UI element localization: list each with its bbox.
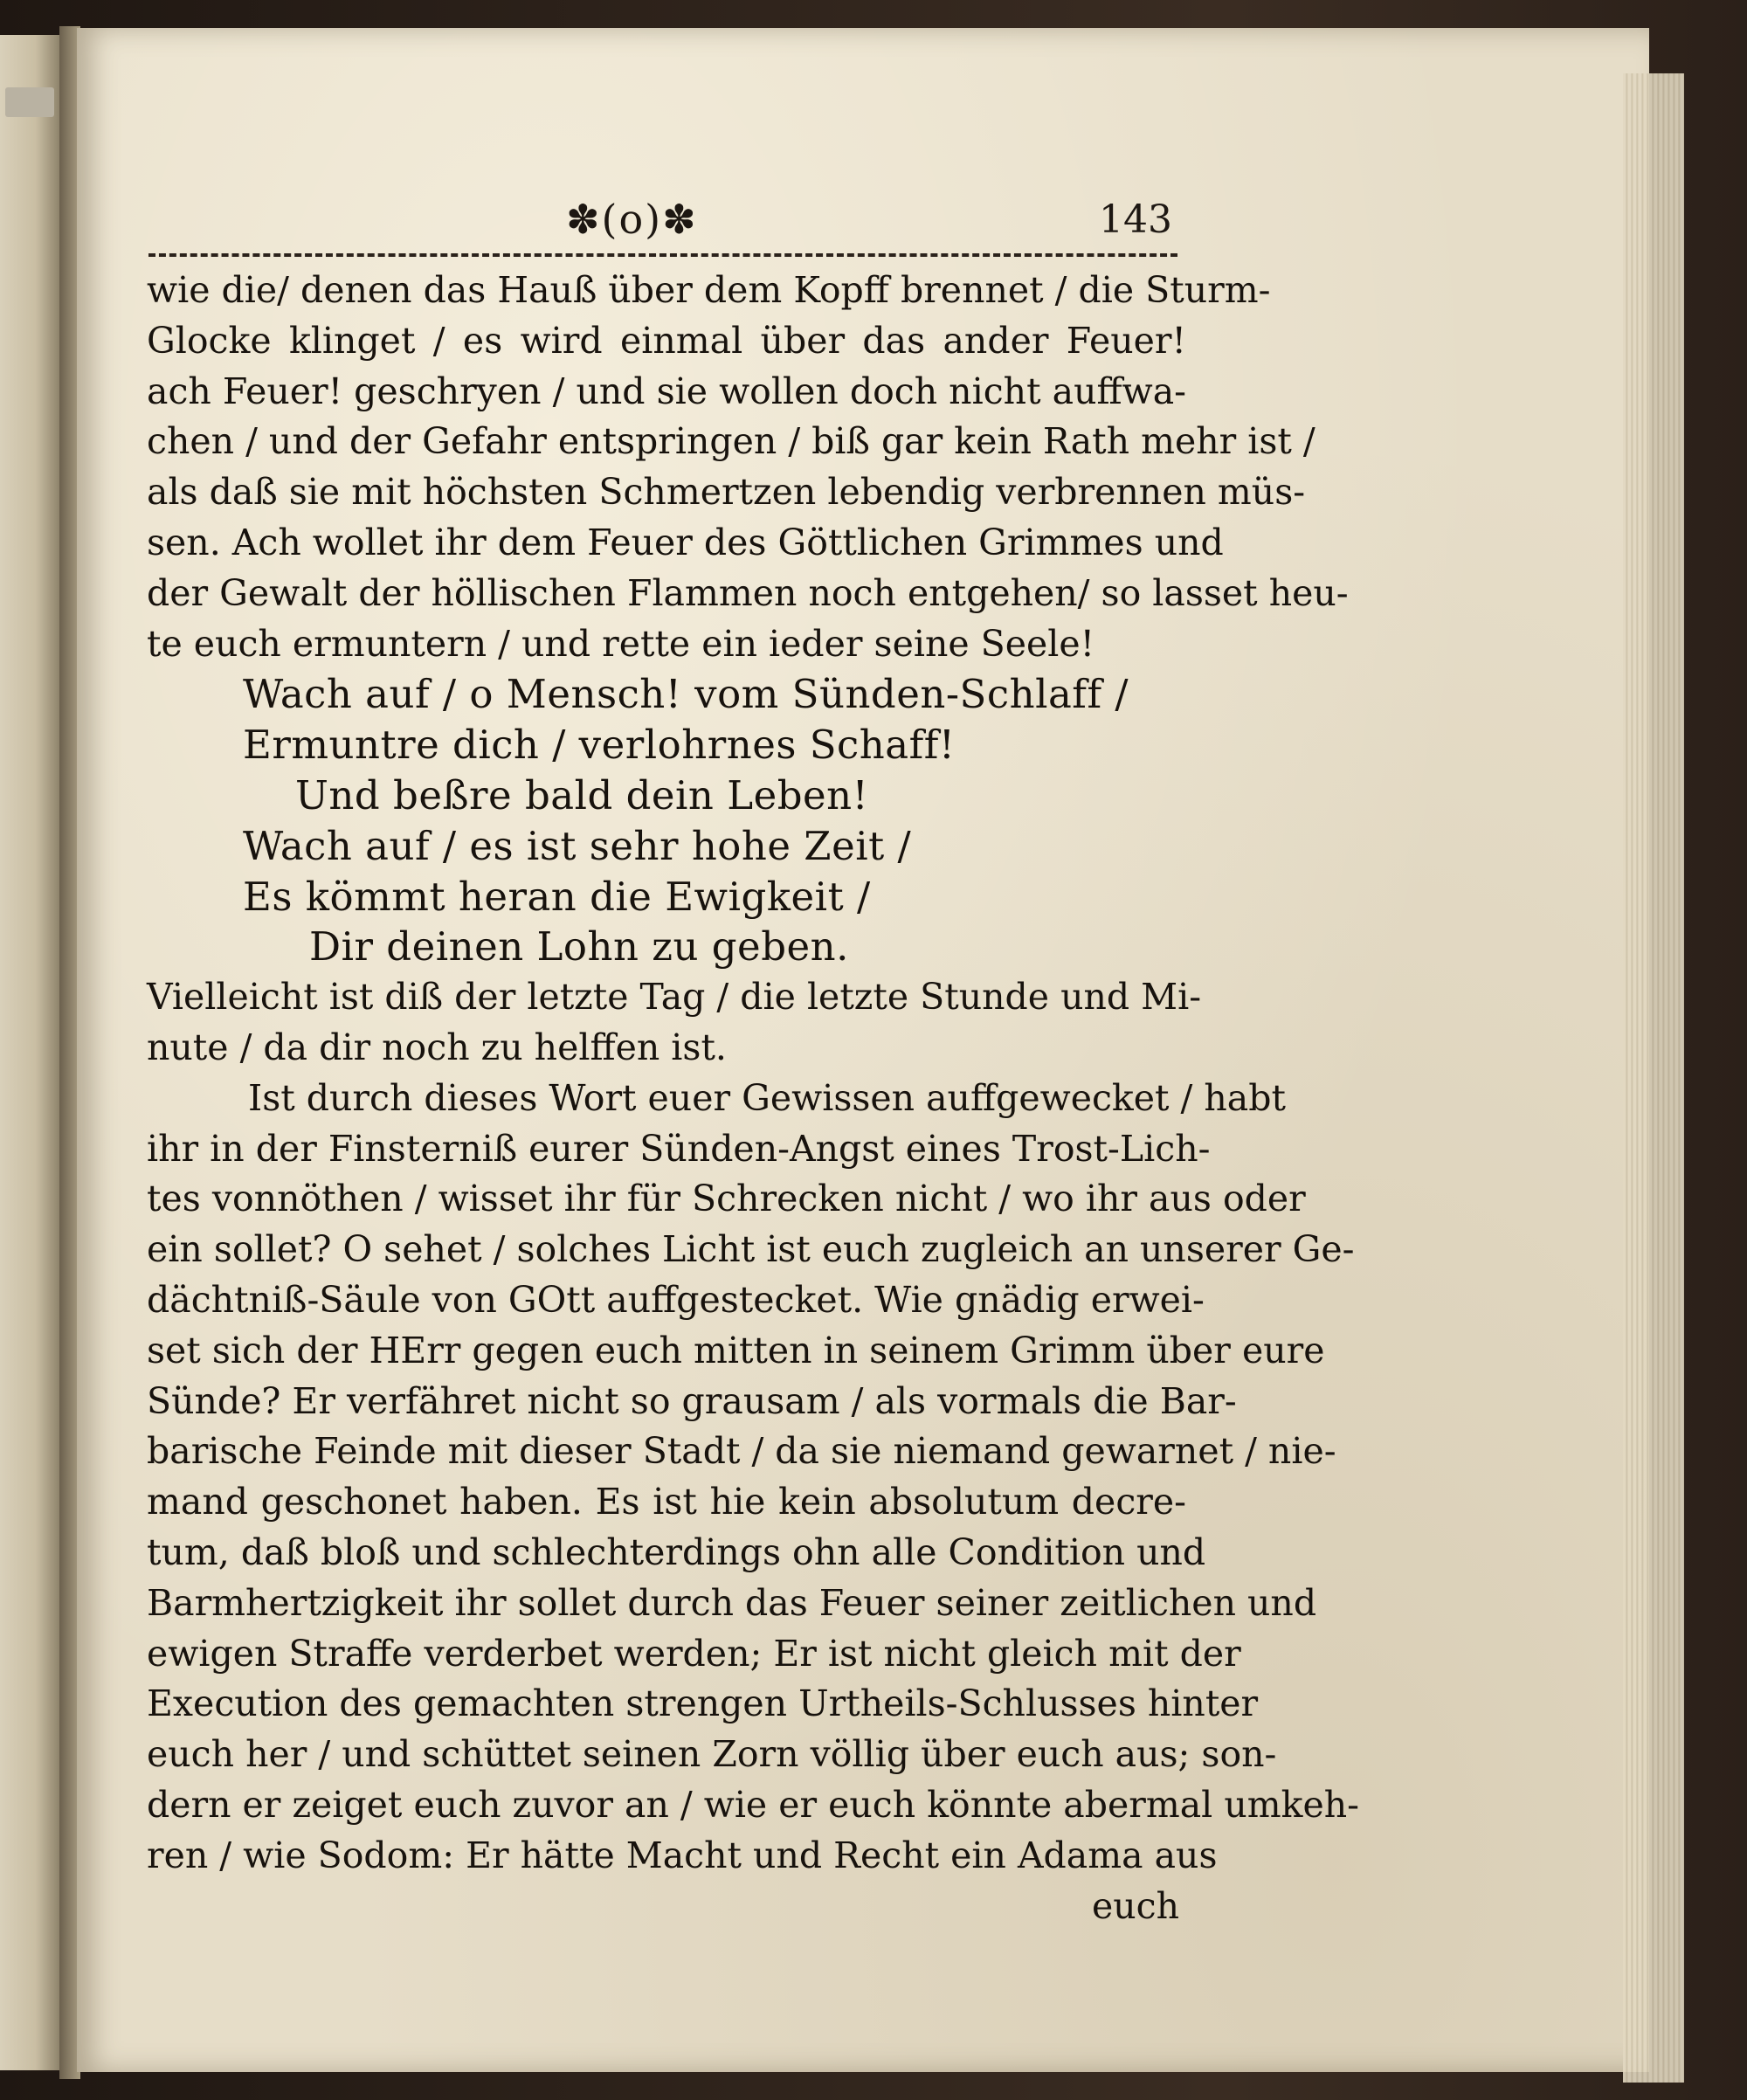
- text-line: Execution des gemachten strengen Urtheils-Schlusses hinter: [147, 1682, 1259, 1725]
- text-line: mand geschonet haben. Es ist hie kein absolutum decre-: [147, 1481, 1186, 1523]
- catchword: euch: [1091, 1884, 1179, 1927]
- text-line: Vielleicht ist diß der letzte Tag / die letzte Stunde und Mi-: [147, 976, 1202, 1019]
- verse-line: Dir deinen Lohn zu geben.: [309, 923, 849, 971]
- text-line: tum, daß bloß und schlechterdings ohn alle Condition und: [147, 1530, 1206, 1573]
- text-line: ewigen Straffe verderbet werden; Er ist nicht gleich mit der: [147, 1632, 1241, 1675]
- text-line: tes vonnöthen / wisset ihr für Schrecken nicht / wo ihr aus oder: [147, 1178, 1306, 1220]
- verse-line: Ermuntre dich / verlohrnes Schaff!: [243, 722, 956, 769]
- text-line: euch her / und schüttet seinen Zorn völlig über euch aus; son-: [147, 1733, 1277, 1776]
- text-line: ren / wie Sodom: Er hätte Macht und Recht ein Adama aus: [147, 1834, 1218, 1876]
- text-line: der Gewalt der höllischen Flammen noch entgehen/ so lasset heu-: [147, 571, 1349, 614]
- text-line: Sünde? Er verfähret nicht so grausam / als vormals die Bar-: [147, 1379, 1237, 1422]
- text-line: Barmhertzigkeit ihr sollet durch das Feuer seiner zeitlichen und: [147, 1581, 1317, 1624]
- text-line: wie die/ denen das Hauß über dem Kopff brennet / die Sturm-: [147, 269, 1271, 311]
- running-head: [148, 190, 1179, 252]
- verse-line: Und beßre bald dein Leben!: [295, 771, 869, 819]
- text-line: te euch ermuntern / und rette ein ieder seine Seele!: [147, 622, 1095, 665]
- text-line: chen / und der Gefahr entspringen / biß gar kein Rath mehr ist /: [147, 420, 1315, 463]
- page-edge-stack: [1623, 73, 1684, 2083]
- text-line: nute / da dir noch zu helffen ist.: [147, 1026, 727, 1068]
- text-line: Glocke klinget / es wird einmal über das ander Feuer!: [147, 319, 1186, 362]
- head-ornament: ✽(o)✽: [566, 196, 698, 243]
- verse-line: Wach auf / es ist sehr hohe Zeit /: [243, 822, 912, 869]
- text-line: ein sollet? O sehet / solches Licht ist euch zugleich an unserer Ge-: [147, 1228, 1355, 1271]
- text-line: ach Feuer! geschryen / und sie wollen doch nicht auffwa-: [147, 370, 1186, 412]
- text-line: ihr in der Finsterniß eurer Sünden-Angst eines Trost-Lich-: [147, 1127, 1211, 1170]
- text-line: Ist durch dieses Wort euer Gewissen auffgewecket / habt: [248, 1076, 1286, 1119]
- page-number: 143: [1099, 197, 1172, 242]
- text-line: sen. Ach wollet ihr dem Feuer des Göttlichen Grimmes und: [147, 521, 1224, 563]
- text-line: set sich der HErr gegen euch mitten in seinem Grimm über eure: [147, 1329, 1325, 1371]
- text-line: als daß sie mit höchsten Schmertzen lebendig verbrennen müs-: [147, 471, 1306, 514]
- binding-tape: [5, 87, 54, 117]
- text-line: dern er zeiget euch zuvor an / wie er euch könnte abermal umkeh-: [147, 1783, 1359, 1826]
- text-line: barische Feinde mit dieser Stadt / da sie niemand gewarnet / nie-: [147, 1430, 1336, 1473]
- verse-line: Wach auf / o Mensch! vom Sünden-Schlaff /: [243, 671, 1129, 718]
- head-rule: [148, 253, 1177, 257]
- facing-page-edge: [0, 35, 59, 2070]
- body-text: [147, 266, 1359, 1931]
- text-line: dächtniß-Säule von GOtt auffgestecket. Wie gnädig erwei-: [147, 1278, 1205, 1321]
- verse-line: Es kömmt heran die Ewigkeit /: [243, 873, 871, 920]
